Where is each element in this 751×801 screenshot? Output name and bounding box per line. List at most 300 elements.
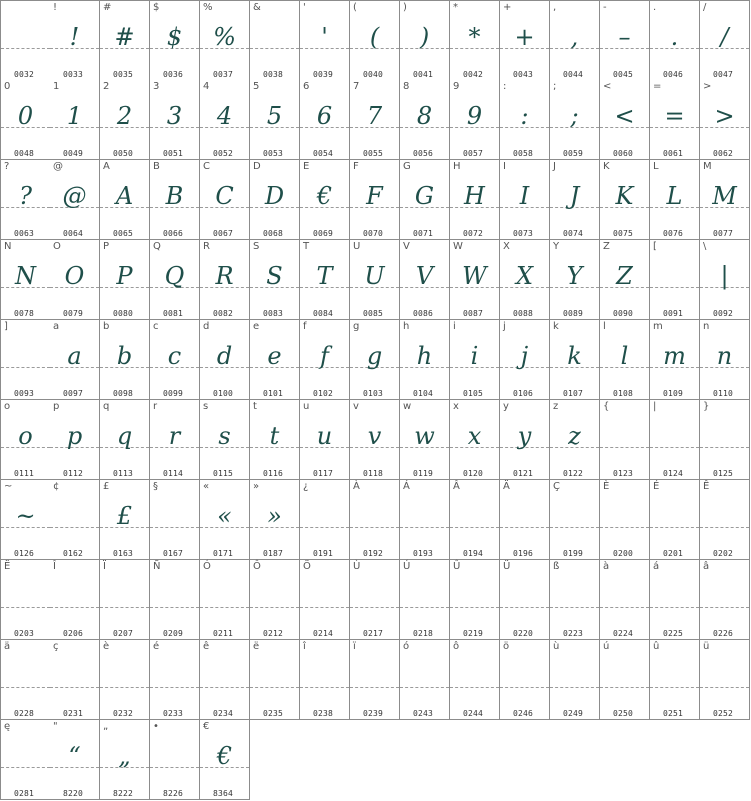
glyph-preview: s [218, 422, 231, 450]
character-label: Ë [4, 561, 11, 572]
glyph-preview [250, 574, 299, 618]
character-label: 3 [153, 81, 160, 92]
glyph-preview [550, 494, 599, 538]
char-code: 0121 [513, 469, 534, 478]
char-code: 0036 [163, 70, 184, 79]
glyph-cell [600, 320, 650, 400]
character-label: £ [103, 481, 110, 492]
glyph-preview: u [316, 422, 333, 450]
glyph-cell [500, 240, 550, 320]
char-code: 0163 [113, 549, 134, 558]
character-label: ' [303, 2, 306, 13]
glyph-preview: > [714, 102, 735, 130]
char-code: 0233 [163, 709, 184, 718]
char-code: 0100 [213, 389, 234, 398]
glyph-cell [300, 0, 350, 81]
glyph-preview [400, 654, 449, 698]
char-code: 0187 [263, 549, 284, 558]
glyph-cell [700, 480, 750, 560]
char-code: 0203 [14, 629, 35, 638]
glyph-preview [1, 15, 50, 59]
char-code: 0037 [213, 70, 234, 79]
glyph-cell [150, 240, 200, 320]
character-label: • [153, 721, 159, 732]
char-code: 0199 [563, 549, 584, 558]
glyph-cell [300, 160, 350, 240]
glyph-cell [0, 400, 51, 480]
character-label: < [603, 81, 612, 92]
char-code: 0046 [663, 70, 684, 79]
glyph-preview: / [720, 23, 729, 51]
glyph-preview: z [568, 422, 581, 450]
char-code: 0098 [113, 389, 134, 398]
glyph-cell [700, 560, 750, 640]
character-label: D [253, 161, 261, 172]
glyph-preview [1, 334, 50, 378]
glyph-preview: C [215, 182, 234, 210]
character-label: ú [603, 641, 610, 652]
glyph-cell [300, 240, 350, 320]
glyph-preview: A [115, 182, 134, 210]
char-code: 0116 [263, 469, 284, 478]
character-label: @ [53, 161, 63, 172]
glyph-preview: j [520, 342, 529, 370]
glyph-preview: R [215, 262, 234, 290]
glyph-cell [600, 240, 650, 320]
char-code: 0077 [713, 229, 734, 238]
character-label: [ [653, 241, 657, 252]
glyph-preview [350, 654, 399, 698]
character-label: â [703, 561, 710, 572]
glyph-preview [650, 254, 699, 298]
glyph-preview: * [468, 23, 481, 51]
glyph-cell [450, 0, 500, 81]
character-label: ] [4, 321, 8, 332]
glyph-cell [150, 400, 200, 480]
glyph-cell [400, 400, 450, 480]
glyph-preview: H [464, 182, 485, 210]
char-code: 0252 [713, 709, 734, 718]
char-code: 0089 [563, 309, 584, 318]
glyph-cell [50, 80, 100, 160]
glyph-preview [1, 654, 50, 698]
glyph-cell [700, 400, 750, 480]
char-code: 0225 [663, 629, 684, 638]
glyph-cell [650, 560, 700, 640]
glyph-cell [200, 400, 250, 480]
char-code: 0091 [663, 309, 684, 318]
glyph-cell [400, 320, 450, 400]
character-label: Y [553, 241, 560, 252]
char-code: 0038 [263, 70, 284, 79]
glyph-preview [100, 574, 149, 618]
glyph-cell [400, 160, 450, 240]
char-code: 0243 [413, 709, 434, 718]
char-code: 0045 [613, 70, 634, 79]
glyph-preview: 3 [166, 102, 183, 130]
char-code: 0125 [713, 469, 734, 478]
char-code: 0171 [213, 549, 234, 558]
char-code: 0082 [213, 309, 234, 318]
character-label: } [703, 401, 710, 412]
glyph-preview [700, 654, 749, 698]
char-code: 0104 [413, 389, 434, 398]
character-label: j [503, 321, 506, 332]
glyph-cell [200, 80, 250, 160]
character-label: é [153, 641, 160, 652]
glyph-cell [300, 640, 350, 720]
char-code: 0211 [213, 629, 234, 638]
char-code: 0054 [313, 149, 334, 158]
glyph-cell [550, 320, 600, 400]
glyph-cell [700, 160, 750, 240]
glyph-preview: 0 [17, 102, 34, 130]
char-code: 0056 [413, 149, 434, 158]
glyph-cell [600, 80, 650, 160]
glyph-cell [350, 0, 400, 81]
character-label: ( [353, 2, 357, 13]
char-code: 0219 [463, 629, 484, 638]
char-code: 0206 [63, 629, 84, 638]
char-code: 0074 [563, 229, 584, 238]
character-label: K [603, 161, 610, 172]
character-label: = [653, 81, 662, 92]
character-label: h [403, 321, 410, 332]
character-label: „ [103, 721, 109, 732]
character-label: R [203, 241, 210, 252]
char-code: 0033 [63, 70, 84, 79]
char-code: 0234 [213, 709, 234, 718]
character-label: F [353, 161, 359, 172]
character-label: à [603, 561, 610, 572]
glyph-preview: G [414, 182, 435, 210]
glyph-preview [200, 574, 249, 618]
char-code: 0070 [363, 229, 384, 238]
char-code: 0081 [163, 309, 184, 318]
glyph-cell [450, 160, 500, 240]
glyph-preview: , [570, 23, 579, 51]
character-label: « [203, 481, 210, 492]
character-label: + [503, 2, 512, 13]
glyph-cell [0, 720, 51, 800]
glyph-cell [700, 240, 750, 320]
glyph-preview: $ [166, 23, 183, 51]
glyph-preview: # [114, 23, 135, 51]
glyph-cell [400, 640, 450, 720]
char-code: 0201 [663, 549, 684, 558]
glyph-preview [350, 494, 399, 538]
glyph-preview [50, 574, 99, 618]
glyph-preview [50, 494, 99, 538]
glyph-preview: h [416, 342, 433, 370]
glyph-preview: o [18, 422, 33, 450]
glyph-preview: f [320, 342, 329, 370]
glyph-cell [50, 720, 100, 800]
char-code: 0035 [113, 70, 134, 79]
glyph-cell [50, 560, 100, 640]
glyph-cell [650, 480, 700, 560]
character-label: " [53, 721, 58, 732]
glyph-cell [450, 320, 500, 400]
char-code: 0123 [613, 469, 634, 478]
char-code: 0040 [363, 70, 384, 79]
character-label: P [103, 241, 110, 252]
glyph-cell [100, 720, 150, 800]
character-label: $ [153, 2, 160, 13]
glyph-cell [100, 400, 150, 480]
char-code: 0080 [113, 309, 134, 318]
character-label: ę [4, 721, 11, 732]
glyph-cell [100, 560, 150, 640]
glyph-cell [650, 400, 700, 480]
glyph-cell [250, 240, 300, 320]
character-label: Ç [553, 481, 560, 492]
glyph-cell [400, 480, 450, 560]
glyph-cell [100, 80, 150, 160]
character-label: z [553, 401, 559, 412]
glyph-cell [600, 0, 650, 81]
glyph-preview: g [366, 342, 383, 370]
character-label: d [203, 321, 210, 332]
glyph-cell [350, 160, 400, 240]
char-code: 0067 [213, 229, 234, 238]
char-code: 0059 [563, 149, 584, 158]
char-code: 0064 [63, 229, 84, 238]
glyph-preview [1, 574, 50, 618]
character-label: ; [553, 81, 557, 92]
glyph-preview: @ [62, 182, 87, 210]
character-label: Î [53, 561, 56, 572]
glyph-cell [0, 480, 51, 560]
character-label: ó [403, 641, 410, 652]
glyph-preview [450, 654, 499, 698]
glyph-preview [1, 734, 50, 778]
glyph-cell [150, 0, 200, 81]
char-code: 0043 [513, 70, 534, 79]
glyph-preview [150, 654, 199, 698]
character-label: v [353, 401, 359, 412]
glyph-cell [600, 560, 650, 640]
glyph-preview: a [67, 342, 82, 370]
glyph-preview: w [414, 422, 435, 450]
character-label: è [103, 641, 110, 652]
glyph-preview: Z [616, 262, 633, 290]
glyph-preview: = [664, 102, 685, 130]
char-code: 0060 [613, 149, 634, 158]
glyph-preview: Q [164, 262, 185, 290]
glyph-preview: L [666, 182, 683, 210]
glyph-preview: V [415, 262, 434, 290]
glyph-cell [100, 0, 150, 81]
char-code: 0209 [163, 629, 184, 638]
glyph-cell [0, 160, 51, 240]
glyph-preview: . [670, 23, 679, 51]
character-label: t [253, 401, 257, 412]
char-code: 0088 [513, 309, 534, 318]
glyph-preview [300, 574, 349, 618]
glyph-preview: » [267, 502, 282, 530]
char-code: 0114 [163, 469, 184, 478]
char-code: 0103 [363, 389, 384, 398]
character-label: Â [453, 481, 460, 492]
character-label: À [353, 481, 360, 492]
character-label: Ó [203, 561, 211, 572]
char-code: 0083 [263, 309, 284, 318]
glyph-preview [700, 414, 749, 458]
glyph-cell [650, 80, 700, 160]
glyph-cell [450, 400, 500, 480]
character-label: V [403, 241, 410, 252]
character-label: / [703, 2, 707, 13]
glyph-cell [500, 640, 550, 720]
glyph-preview [650, 414, 699, 458]
glyph-cell [200, 720, 250, 800]
character-label: u [303, 401, 310, 412]
glyph-cell [550, 80, 600, 160]
character-label: x [453, 401, 459, 412]
glyph-preview [250, 654, 299, 698]
char-code: 0202 [713, 549, 734, 558]
glyph-cell [0, 320, 51, 400]
char-code: 0117 [313, 469, 334, 478]
glyph-preview: I [519, 182, 530, 210]
glyph-cell [650, 240, 700, 320]
glyph-cell [500, 480, 550, 560]
char-code: 0162 [63, 549, 84, 558]
char-code: 0068 [263, 229, 284, 238]
glyph-preview [300, 654, 349, 698]
glyph-preview [600, 654, 649, 698]
character-label: Ü [503, 561, 511, 572]
glyph-cell [350, 400, 400, 480]
glyph-cell [300, 80, 350, 160]
glyph-preview: „ [118, 742, 131, 770]
glyph-preview: c [167, 342, 182, 370]
glyph-preview: ' [321, 23, 328, 51]
character-label: Q [153, 241, 161, 252]
char-code: 0073 [513, 229, 534, 238]
glyph-preview: ~ [15, 502, 36, 530]
character-label: w [403, 401, 412, 412]
glyph-cell [50, 0, 100, 81]
glyph-preview [500, 574, 549, 618]
character-label: 4 [203, 81, 210, 92]
char-code: 0191 [313, 549, 334, 558]
glyph-cell [500, 320, 550, 400]
character-label: Ù [353, 561, 361, 572]
glyph-cell [0, 640, 51, 720]
character-label: J [553, 161, 556, 172]
character-label: € [203, 721, 210, 732]
character-label: ù [553, 641, 560, 652]
char-code: 0072 [463, 229, 484, 238]
char-code: 0224 [613, 629, 634, 638]
glyph-preview: U [364, 262, 385, 290]
character-label: Ö [303, 561, 311, 572]
char-code: 8222 [113, 789, 134, 798]
char-code: 0192 [363, 549, 384, 558]
character-label: I [503, 161, 506, 172]
char-code: 0097 [63, 389, 84, 398]
char-code: 0039 [313, 70, 334, 79]
char-code: 0194 [463, 549, 484, 558]
glyph-cell [550, 480, 600, 560]
glyph-preview: t [269, 422, 280, 450]
glyph-preview [300, 494, 349, 538]
character-label: f [303, 321, 307, 332]
glyph-cell [500, 400, 550, 480]
glyph-preview: £ [116, 502, 133, 530]
char-code: 0057 [463, 149, 484, 158]
glyph-preview: € [216, 742, 233, 770]
char-code: 0126 [14, 549, 35, 558]
glyph-preview: l [620, 342, 629, 370]
glyph-preview: ) [419, 23, 430, 51]
glyph-cell [700, 320, 750, 400]
character-label: È [603, 481, 610, 492]
character-label: \ [703, 241, 707, 252]
glyph-preview: 2 [116, 102, 133, 130]
glyph-cell [200, 560, 250, 640]
char-code: 0102 [313, 389, 334, 398]
char-code: 0281 [14, 789, 35, 798]
glyph-cell [100, 240, 150, 320]
character-label: 5 [253, 81, 260, 92]
character-label: | [653, 401, 657, 412]
char-code: 0115 [213, 469, 234, 478]
glyph-preview: X [515, 262, 534, 290]
character-label: ¢ [53, 481, 60, 492]
character-label: á [653, 561, 660, 572]
glyph-preview: % [213, 23, 236, 51]
char-code: 0119 [413, 469, 434, 478]
character-label: Ô [253, 561, 261, 572]
char-code: 0193 [413, 549, 434, 558]
character-label: q [103, 401, 110, 412]
char-code: 0249 [563, 709, 584, 718]
glyph-cell [0, 560, 51, 640]
glyph-cell [350, 240, 400, 320]
glyph-cell [150, 640, 200, 720]
char-code: 0220 [513, 629, 534, 638]
character-label: c [153, 321, 159, 332]
char-code: 0167 [163, 549, 184, 558]
character-label: 0 [4, 81, 11, 92]
glyph-cell [50, 160, 100, 240]
char-code: 0044 [563, 70, 584, 79]
glyph-cell [400, 240, 450, 320]
glyph-preview [600, 494, 649, 538]
character-label: Z [603, 241, 610, 252]
glyph-preview [600, 414, 649, 458]
glyph-cell [400, 0, 450, 81]
char-code: 0207 [113, 629, 134, 638]
glyph-cell [300, 480, 350, 560]
glyph-preview: ? [19, 182, 32, 210]
character-label: T [303, 241, 310, 252]
glyph-preview [100, 654, 149, 698]
character-label: ô [453, 641, 460, 652]
glyph-cell [100, 480, 150, 560]
character-label: ? [4, 161, 10, 172]
glyph-preview: e [267, 342, 282, 370]
character-label: n [703, 321, 710, 332]
glyph-cell [150, 480, 200, 560]
char-code: 0110 [713, 389, 734, 398]
char-code: 0052 [213, 149, 234, 158]
glyph-cell [200, 160, 250, 240]
glyph-cell [250, 80, 300, 160]
